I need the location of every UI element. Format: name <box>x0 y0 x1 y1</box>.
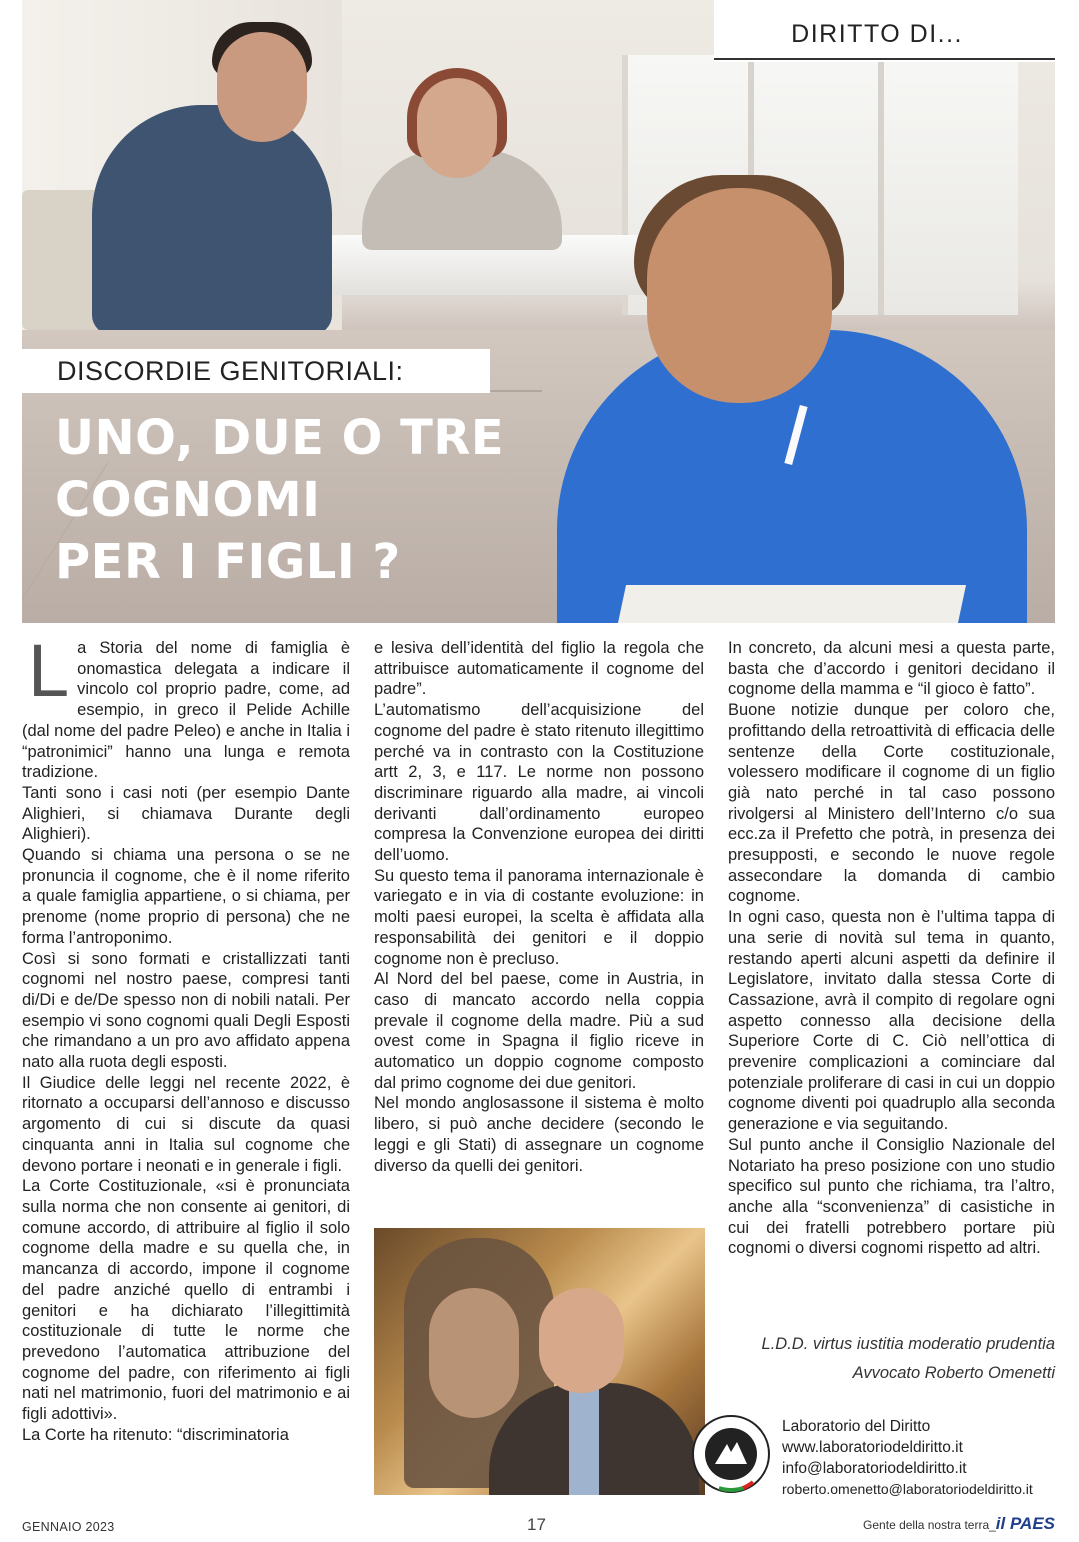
article-column-3 <box>728 638 1055 1259</box>
paragraph: Su questo tema il panorama internazionale è variegato e in via di costante evoluzione: in molti paesi europei, la scelta è affidata alla responsabilità dei genitori e il doppio cognome non è precluso. <box>374 866 704 968</box>
article-column-1 <box>22 629 350 1445</box>
paragraph: Buone notizie dunque per coloro che, profittando della retroattività di efficacia delle sentenze della Corte costituzionale, volessero modificare il cognome di un figlio già nato perché in tal caso possono rivolgersi al Ministero dell’Interno c/o sua ecc.za il Prefetto che potrà, in presenza dei presupposti, e secondo le nuove regole assecondare la domanda di cambio cognome. <box>728 701 1055 906</box>
contact-name: Laboratorio del Diritto <box>782 1418 931 1435</box>
paragraph: Al Nord del bel paese, come in Austria, in caso di mancato accordo nella coppia prevale il cognome della madre. Più a sud ovest come in Spagna il figlio riceve in automatico un doppio cognome composto dal primo cognome dei due genitori. <box>374 970 704 1092</box>
paragraph: Così si sono formati e cristallizzati tanti cognomi nel nostro paese, compresi tanti di/Di e de/De spesso non di nobili natali. Per esempio vi sono cognomi quali Degli Esposti che rimandano a un pro avo affidato appena nato alla ruota degli esposti. <box>22 949 350 1072</box>
brand-logo: il PAES <box>995 1514 1055 1533</box>
section-label: DIRITTO DI... <box>791 20 963 48</box>
contact-block <box>782 1416 1033 1500</box>
author-photo <box>374 1228 705 1495</box>
headline-line-2: COGNOMI <box>55 472 321 528</box>
tagline-text: Gente della nostra terra_ <box>863 1518 996 1532</box>
headline-line-3: PER I FIGLI ? <box>55 534 401 590</box>
author-name: Avvocato Roberto Omenetti <box>852 1364 1055 1382</box>
footer-issue: GENNAIO 2023 <box>22 1520 115 1534</box>
laboratorio-logo-icon <box>691 1414 771 1494</box>
paragraph: Il Giudice delle leggi nel recente 2022, è ritornato a occuparsi dell’annoso e discusso argomento di cui si discute da quasi cinquanta anni in Italia sul cognome che devono portare i neonati e in generale i figli. <box>22 1073 350 1175</box>
contact-email-link[interactable]: info@laboratoriodeldiritto.it <box>782 1460 967 1477</box>
motto: L.D.D. virtus iustitia moderatio prudentia <box>761 1335 1055 1353</box>
logo-year: 1987 <box>723 1453 739 1460</box>
paragraph: Nel mondo anglosassone il sistema è molto libero, si può anche decidere (secondo le leggi e gli Stati) di assegnare un cognome diverso da quelli dei genitori. <box>374 1094 704 1175</box>
headline-line-1: UNO, DUE O TRE <box>55 410 505 466</box>
contact-email-link[interactable]: roberto.omenetto@laboratoriodeldiritto.it <box>782 1481 1033 1497</box>
paragraph: Quando si chiama una persona o se ne pronuncia il cognome, che è il nome riferito a quale famiglia appartiene, o si chiama, per prenome (nome proprio di persona) che ne forma l’antroponimo. <box>22 846 350 947</box>
paragraph: e lesiva dell’identità del figlio la regola che attribuisce automaticamente il cognome del padre”. <box>374 639 704 699</box>
paragraph: a Storia del nome di famiglia è onomastica delegata a indicare il vincolo col proprio padre, come, ad esempio, in greco il Pelide Achille (dal nome del padre Peleo) e anche in Italia i “patronimici” hanno una lunga e remota tradizione. <box>22 639 350 782</box>
paragraph: L’automatismo dell’acquisizione del cognome del padre è stato ritenuto illegittimo perché va in contrasto con la Costituzione artt 2, 3, e 117. Le norme non possono discriminare riguardo alla madre, ai vincoli derivanti dall’ordinamento europeo compresa la Convenzione europea dei diritti dell’uomo. <box>374 701 704 865</box>
page-number: 17 <box>527 1515 546 1534</box>
paragraph: La Corte Costituzionale, «si è pronunciata sulla norma che non consente ai genitori, di comune accordo, di attribuire al figlio il solo cognome della madre e su quella che, in mancanza di accordo, impone il cognome del padre anziché quello di entrambi i genitori e ha dichiarato l’illegittimità costituzionale di tutte le norme che prevedono l’automatica attribuzione del cognome del padre, con riferimento ai figli nati nel matrimonio, fuori del matrimonio e ai figli adottivi». <box>22 1177 350 1424</box>
kicker: DISCORDIE GENITORIALI: <box>57 356 404 386</box>
footer-tagline <box>863 1514 1055 1534</box>
paragraph: In concreto, da alcuni mesi a questa parte, basta che d’accordo i genitori decidano il cognome della mamma e “il gioco è fatto”. <box>728 639 1055 699</box>
contact-web-link[interactable]: www.laboratoriodeldiritto.it <box>782 1439 963 1456</box>
headline <box>55 407 504 593</box>
paragraph: La Corte ha ritenuto: “discriminatoria <box>22 1425 289 1444</box>
paragraph: Tanti sono i casi noti (per esempio Dante Alighieri, si chiamava Durante degli Alighieri). <box>22 783 350 844</box>
drop-cap: L <box>28 629 70 712</box>
paragraph: In ogni caso, questa non è l’ultima tappa di una serie di novità sul tema in quanto, restando aperti alcuni aspetti da definire il Legislatore, invitato dalla stessa Corte di Cassazione, avrà il compito di regolare ogni aspetto connesso alla decisione della Superiore Corte di C. Ciò nell’ottica di prevenire complicazioni a cominciare dal potenziale proliferare di casi in cui un doppio cognome diventi poi quadruplo alla seconda generazione e via seguitando. <box>728 908 1055 1134</box>
signoff <box>728 1330 1055 1388</box>
section-rule <box>714 58 1055 60</box>
article-column-2 <box>374 638 704 1176</box>
paragraph: Sul punto anche il Consiglio Nazionale del Notariato ha preso posizione con uno studio specifico sul punto che richiama, tra l’altro, anche alla “sconvenienza” di casistiche in cui dei fratelli potrebbero portare più cognomi o diversi cognomi rispetto ad altri. <box>728 1135 1055 1258</box>
